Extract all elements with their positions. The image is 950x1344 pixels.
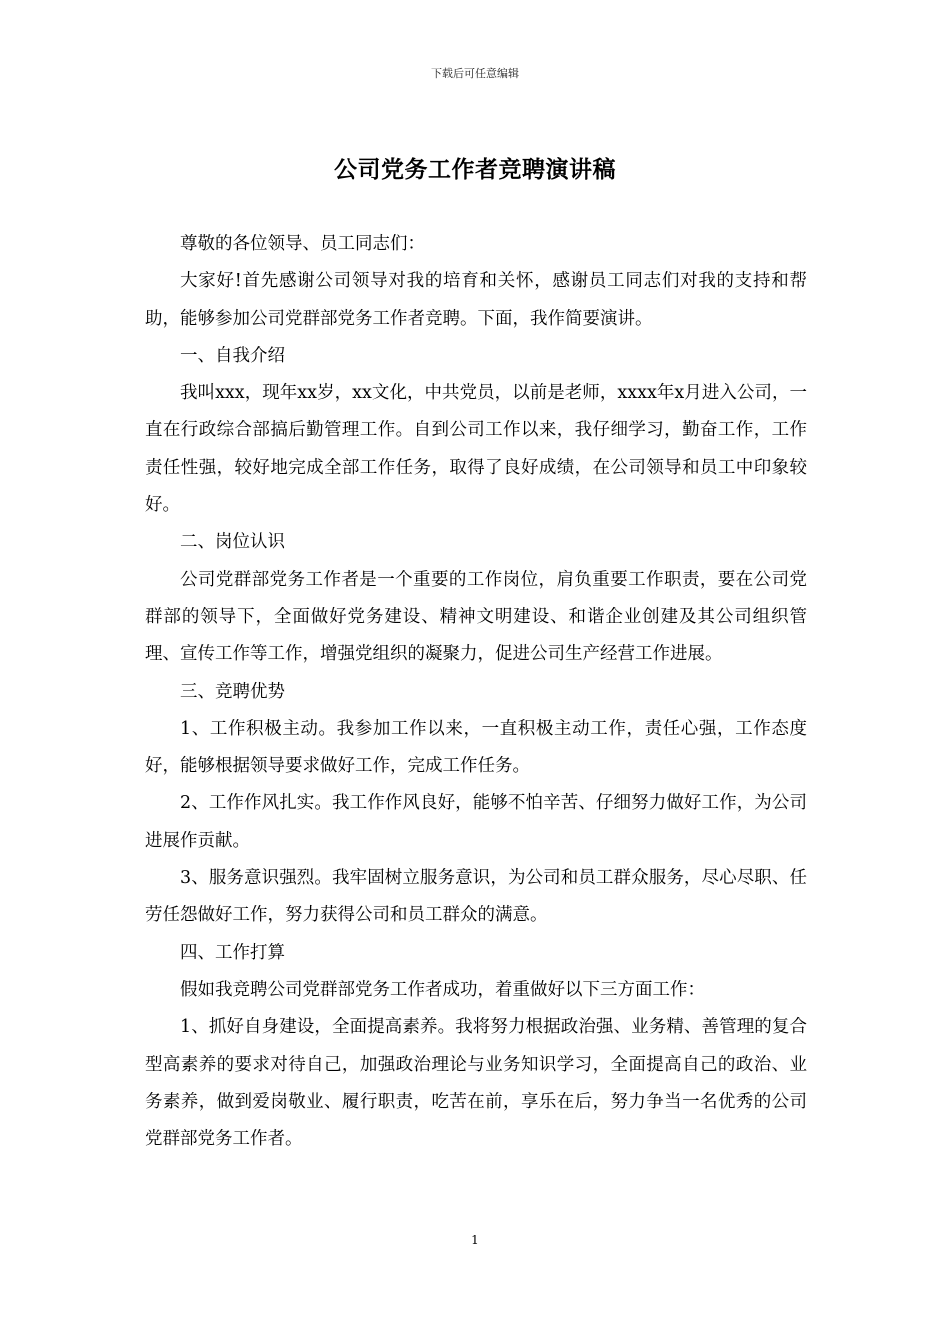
page-number: 1 [471,1233,479,1247]
paragraph-plans-intro: 假如我竞聘公司党群部党务工作者成功，着重做好以下三方面工作： [180,979,705,1000]
paragraph-advantage-2: 2、工作作风扎实。我工作作风良好，能够不怕辛苦、仔细努力做好工作，为公司进展作贡献。 [145,793,807,851]
section-heading-position: 二、岗位认识 [180,532,285,553]
paragraph-salutation: 尊敬的各位领导、员工同志们： [180,234,425,254]
paragraph-advantage-1: 1、工作积极主动。我参加工作以来，一直积极主动工作，责任心强，工作态度好，能够根据领导要求做好工作，完成工作任务。 [145,718,807,777]
page-header-note: 下载后可任意编辑 [431,67,519,80]
section-heading-plans: 四、工作打算 [180,942,285,963]
paragraph-self-intro: 我叫xxx，现年xx岁，xx文化，中共党员，以前是老师，xxxx年x月进入公司，一直在行政综合部搞后勤管理工作。自到公司工作以来，我仔细学习，勤奋工作，工作责任性强，较好地完成全部工作任务，取得了良好成绩，在公司领导和员工中印象较好。 [145,383,807,516]
document-title: 公司党务工作者竞聘演讲稿 [334,156,616,183]
paragraph-plan-1: 1、抓好自身建设，全面提高素养。我将努力根据政治强、业务精、善管理的复合型高素养的要求对待自己，加强政治理论与业务知识学习，全面提高自己的政治、业务素养，做到爱岗敬业、履行职责，吃苦在前，享乐在后，努力争当一名优秀的公司党群部党务工作者。 [145,1017,807,1150]
section-heading-advantages: 三、竞聘优势 [180,681,285,702]
paragraph-greeting: 大家好!首先感谢公司领导对我的培育和关怀，感谢员工同志们对我的支持和帮助，能够参加公司党群部党务工作者竞聘。下面，我作简要演讲。 [145,271,807,329]
paragraph-advantage-3: 3、服务意识强烈。我牢固树立服务意识，为公司和员工群众服务，尽心尽职、任劳任怨做好工作，努力获得公司和员工群众的满意。 [145,868,807,926]
document-body [145,226,807,1158]
section-heading-self-intro: 一、自我介绍 [180,345,285,366]
paragraph-position: 公司党群部党务工作者是一个重要的工作岗位，肩负重要工作职责，要在公司党群部的领导下，全面做好党务建设、精神文明建设、和谐企业创建及其公司组织管理、宣传工作等工作，增强党组织的凝聚力，促进公司生产经营工作进展。 [145,569,807,665]
